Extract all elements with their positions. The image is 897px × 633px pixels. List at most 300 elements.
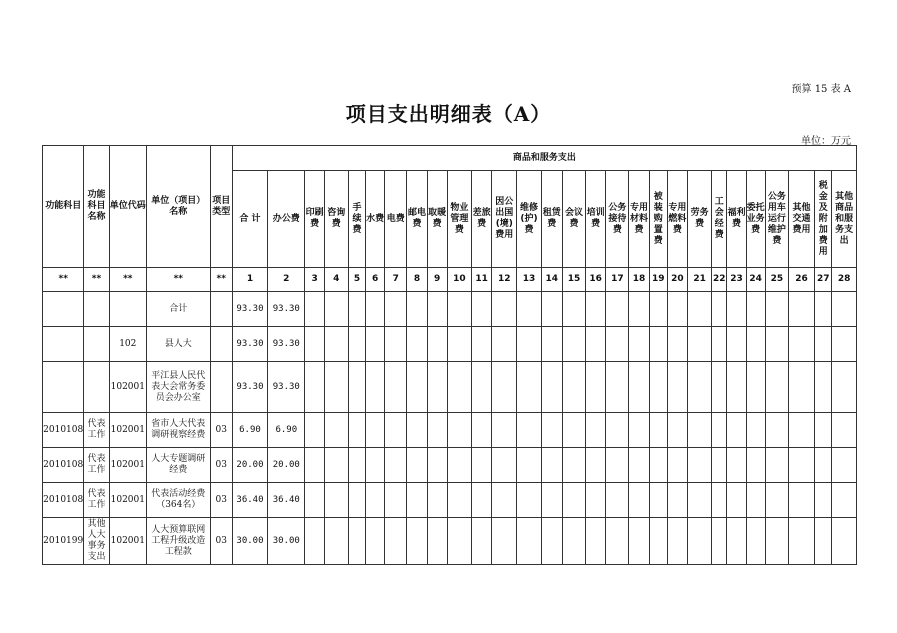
empty-cell [606,327,629,362]
header-col-19: 被装购置费 [649,171,667,268]
office-fee-cell: 93.30 [268,292,305,327]
header-col-10: 物业管理费 [447,171,471,268]
unit-name-cell: 人大专题调研经费 [146,448,210,483]
func-code-cell [43,362,84,413]
project-expenditure-table [42,145,857,565]
empty-cell [667,518,687,565]
seq-cell: 5 [348,268,365,292]
empty-cell [832,483,857,518]
empty-cell [366,327,385,362]
seq-cell: 17 [606,268,629,292]
empty-cell [586,362,606,413]
empty-cell [447,483,471,518]
empty-cell [305,413,324,448]
empty-cell [492,413,517,448]
empty-cell [629,448,649,483]
office-fee-cell: 36.40 [268,483,305,518]
empty-cell [517,448,541,483]
empty-cell [492,518,517,565]
seq-cell: 21 [688,268,712,292]
empty-cell [541,292,562,327]
empty-cell [541,518,562,565]
seq-cell: 28 [832,268,857,292]
empty-cell [447,413,471,448]
empty-cell [649,448,667,483]
project-type-cell [210,327,232,362]
empty-cell [688,292,712,327]
empty-cell [348,413,365,448]
empty-cell [385,448,407,483]
func-code-cell: 2010108 [43,483,84,518]
unit-name-cell: 人大预算联网工程升级改造工程款 [146,518,210,565]
empty-cell [586,413,606,448]
empty-cell [765,483,788,518]
table-row [43,327,857,362]
header-goods-services: 商品和服务支出 [232,146,856,171]
empty-cell [667,483,687,518]
empty-cell [385,518,407,565]
empty-cell [541,448,562,483]
empty-cell [727,413,746,448]
empty-cell [385,292,407,327]
empty-cell [562,518,585,565]
empty-cell [427,292,447,327]
empty-cell [492,292,517,327]
func-name-cell [84,362,109,413]
empty-cell [366,413,385,448]
empty-cell [324,448,348,483]
header-project-type: 项目类型 [210,146,232,268]
empty-cell [727,292,746,327]
header-col-26: 其他交通费用 [788,171,814,268]
func-name-cell: 代表工作 [84,483,109,518]
empty-cell [427,327,447,362]
empty-cell [407,292,427,327]
empty-cell [765,327,788,362]
header-unit-name: 单位（项目）名称 [146,146,210,268]
empty-cell [832,448,857,483]
empty-cell [472,292,492,327]
empty-cell [727,327,746,362]
empty-cell [727,518,746,565]
empty-cell [649,362,667,413]
empty-cell [305,483,324,518]
seq-cell: 24 [746,268,765,292]
empty-cell [492,327,517,362]
total-cell: 6.90 [232,413,267,448]
unit-code-cell: 102001 [109,483,146,518]
seq-cell: 10 [447,268,471,292]
seq-cell: 12 [492,268,517,292]
empty-cell [765,413,788,448]
empty-cell [667,292,687,327]
table-row [43,518,857,565]
empty-cell [606,483,629,518]
empty-cell [324,327,348,362]
empty-cell [815,362,832,413]
empty-cell [788,292,814,327]
empty-cell [562,362,585,413]
empty-cell [688,448,712,483]
empty-cell [746,448,765,483]
func-name-cell: 代表工作 [84,413,109,448]
seq-cell: 25 [765,268,788,292]
empty-cell [348,518,365,565]
seq-cell: 19 [649,268,667,292]
empty-cell [712,518,727,565]
empty-cell [517,327,541,362]
table-row [43,448,857,483]
empty-cell [348,327,365,362]
empty-cell [324,413,348,448]
empty-cell [305,362,324,413]
empty-cell [667,448,687,483]
unit-name-cell: 平江县人民代表大会常务委员会办公室 [146,362,210,413]
empty-cell [407,413,427,448]
empty-cell [407,327,427,362]
empty-cell [815,413,832,448]
empty-cell [366,518,385,565]
empty-cell [712,327,727,362]
seq-cell: 4 [324,268,348,292]
empty-cell [305,448,324,483]
unit-code-cell: 102001 [109,362,146,413]
empty-cell [765,292,788,327]
header-col-18: 专用材料费 [629,171,649,268]
empty-cell [832,518,857,565]
office-fee-cell: 30.00 [268,518,305,565]
empty-cell [629,327,649,362]
table-row [43,413,857,448]
empty-cell [562,483,585,518]
empty-cell [562,292,585,327]
empty-cell [407,483,427,518]
total-cell: 93.30 [232,327,267,362]
empty-cell [305,292,324,327]
empty-cell [629,518,649,565]
empty-cell [324,483,348,518]
empty-cell [586,483,606,518]
header-col-15: 会议费 [562,171,585,268]
header-col-20: 专用燃料费 [667,171,687,268]
empty-cell [472,448,492,483]
empty-cell [407,362,427,413]
empty-cell [385,362,407,413]
empty-cell [348,448,365,483]
header-col-5: 手续费 [348,171,365,268]
empty-cell [765,518,788,565]
seq-cell: 20 [667,268,687,292]
empty-cell [562,448,585,483]
seq-cell: 7 [385,268,407,292]
empty-cell [746,292,765,327]
seq-cell: 16 [586,268,606,292]
empty-cell [815,448,832,483]
empty-cell [427,448,447,483]
header-col-8: 邮电费 [407,171,427,268]
empty-cell [427,413,447,448]
empty-cell [324,362,348,413]
project-type-cell: 03 [210,448,232,483]
empty-cell [815,327,832,362]
empty-cell [606,362,629,413]
empty-cell [746,483,765,518]
empty-cell [688,518,712,565]
empty-cell [447,518,471,565]
empty-cell [712,362,727,413]
empty-cell [712,448,727,483]
seq-cell: ** [210,268,232,292]
empty-cell [447,448,471,483]
header-col-27: 税金及附加费用 [815,171,832,268]
seq-cell: 18 [629,268,649,292]
header-func-name: 功能科目名称 [84,146,109,268]
empty-cell [472,327,492,362]
unit-code-cell: 102001 [109,413,146,448]
empty-cell [385,483,407,518]
seq-cell: 15 [562,268,585,292]
unit-name-cell: 省市人大代表调研视察经费 [146,413,210,448]
empty-cell [305,327,324,362]
empty-cell [586,448,606,483]
form-number: 预算 15 表 A [791,84,851,95]
empty-cell [727,362,746,413]
empty-cell [492,483,517,518]
empty-cell [815,518,832,565]
empty-cell [746,413,765,448]
project-type-cell: 03 [210,413,232,448]
empty-cell [427,483,447,518]
func-code-cell [43,327,84,362]
header-col-6: 水费 [366,171,385,268]
header-col-25: 公务用车运行维护费 [765,171,788,268]
empty-cell [517,483,541,518]
empty-cell [667,327,687,362]
empty-cell [517,362,541,413]
empty-cell [788,448,814,483]
empty-cell [629,362,649,413]
empty-cell [712,413,727,448]
unit-name-cell: 合计 [146,292,210,327]
empty-cell [765,448,788,483]
empty-cell [765,362,788,413]
empty-cell [815,292,832,327]
seq-cell: 3 [305,268,324,292]
empty-cell [366,292,385,327]
header-col-21: 劳务费 [688,171,712,268]
empty-cell [447,327,471,362]
unit-name-cell: 县人大 [146,327,210,362]
func-code-cell: 2010199 [43,518,84,565]
total-cell: 20.00 [232,448,267,483]
header-col-23: 福利费 [727,171,746,268]
empty-cell [348,483,365,518]
header-col-3: 印刷费 [305,171,324,268]
func-name-cell: 其他人大事务支出 [84,518,109,565]
seq-cell: 1 [232,268,267,292]
header-func-code: 功能科目 [43,146,84,268]
empty-cell [832,413,857,448]
empty-cell [788,413,814,448]
seq-cell: ** [109,268,146,292]
empty-cell [746,327,765,362]
empty-cell [348,362,365,413]
page-title: 项目支出明细表（A） [345,102,552,126]
seq-cell: 22 [712,268,727,292]
table-row [43,483,857,518]
empty-cell [606,448,629,483]
table-row [43,292,857,327]
empty-cell [324,292,348,327]
empty-cell [385,327,407,362]
empty-cell [629,292,649,327]
empty-cell [629,413,649,448]
empty-cell [746,518,765,565]
empty-cell [649,327,667,362]
empty-cell [407,518,427,565]
total-cell: 93.30 [232,292,267,327]
empty-cell [472,362,492,413]
header-col-4: 咨询费 [324,171,348,268]
empty-cell [746,362,765,413]
unit-code-cell [109,292,146,327]
empty-cell [788,362,814,413]
empty-cell [832,362,857,413]
empty-cell [324,518,348,565]
office-fee-cell: 93.30 [268,362,305,413]
header-col-1: 合 计 [232,171,267,268]
header-col-28: 其他商品和服务支出 [832,171,857,268]
empty-cell [385,413,407,448]
header-col-24: 委托业务费 [746,171,765,268]
header-col-2: 办公费 [268,171,305,268]
seq-cell: 6 [366,268,385,292]
empty-cell [788,518,814,565]
total-cell: 30.00 [232,518,267,565]
empty-cell [541,413,562,448]
office-fee-cell: 6.90 [268,413,305,448]
seq-cell: 23 [727,268,746,292]
func-code-cell: 2010108 [43,448,84,483]
empty-cell [447,362,471,413]
empty-cell [447,292,471,327]
seq-cell: ** [146,268,210,292]
empty-cell [305,518,324,565]
empty-cell [407,448,427,483]
empty-cell [688,362,712,413]
header-col-16: 培训费 [586,171,606,268]
empty-cell [606,413,629,448]
empty-cell [649,483,667,518]
empty-cell [427,362,447,413]
header-col-7: 电费 [385,171,407,268]
empty-cell [712,292,727,327]
empty-cell [348,292,365,327]
func-name-cell [84,327,109,362]
func-code-cell [43,292,84,327]
empty-cell [727,448,746,483]
office-fee-cell: 93.30 [268,327,305,362]
seq-cell: 8 [407,268,427,292]
func-name-cell [84,292,109,327]
empty-cell [649,413,667,448]
empty-cell [788,327,814,362]
empty-cell [366,362,385,413]
header-col-11: 差旅费 [472,171,492,268]
office-fee-cell: 20.00 [268,448,305,483]
empty-cell [649,292,667,327]
empty-cell [472,518,492,565]
empty-cell [586,518,606,565]
project-type-cell: 03 [210,483,232,518]
project-type-cell [210,292,232,327]
total-cell: 36.40 [232,483,267,518]
empty-cell [427,518,447,565]
func-name-cell: 代表工作 [84,448,109,483]
empty-cell [606,518,629,565]
unit-code-cell: 102001 [109,518,146,565]
empty-cell [688,483,712,518]
empty-cell [366,448,385,483]
header-unit-code: 单位代码 [109,146,146,268]
empty-cell [667,413,687,448]
empty-cell [517,292,541,327]
empty-cell [492,448,517,483]
empty-cell [586,292,606,327]
empty-cell [667,362,687,413]
empty-cell [629,483,649,518]
empty-cell [712,483,727,518]
empty-cell [562,327,585,362]
header-col-22: 工会经费 [712,171,727,268]
seq-cell: 27 [815,268,832,292]
header-col-17: 公务接待费 [606,171,629,268]
unit-code-cell: 102 [109,327,146,362]
empty-cell [788,483,814,518]
unit-code-cell: 102001 [109,448,146,483]
empty-cell [541,483,562,518]
seq-cell: 13 [517,268,541,292]
empty-cell [492,362,517,413]
empty-cell [649,518,667,565]
header-col-9: 取暖费 [427,171,447,268]
header-col-14: 租赁费 [541,171,562,268]
empty-cell [517,518,541,565]
header-col-13: 维修(护)费 [517,171,541,268]
seq-cell: ** [84,268,109,292]
project-type-cell: 03 [210,518,232,565]
empty-cell [688,327,712,362]
unit-name-cell: 代表活动经费（364名） [146,483,210,518]
table-row [43,362,857,413]
seq-cell: 11 [472,268,492,292]
empty-cell [586,327,606,362]
empty-cell [688,413,712,448]
func-code-cell: 2010108 [43,413,84,448]
project-type-cell [210,362,232,413]
empty-cell [472,413,492,448]
empty-cell [832,292,857,327]
empty-cell [541,327,562,362]
empty-cell [727,483,746,518]
seq-cell: 2 [268,268,305,292]
total-cell: 93.30 [232,362,267,413]
empty-cell [541,362,562,413]
empty-cell [606,292,629,327]
seq-cell: 14 [541,268,562,292]
seq-cell: 26 [788,268,814,292]
unit-label: 单位：万元 [801,136,851,147]
